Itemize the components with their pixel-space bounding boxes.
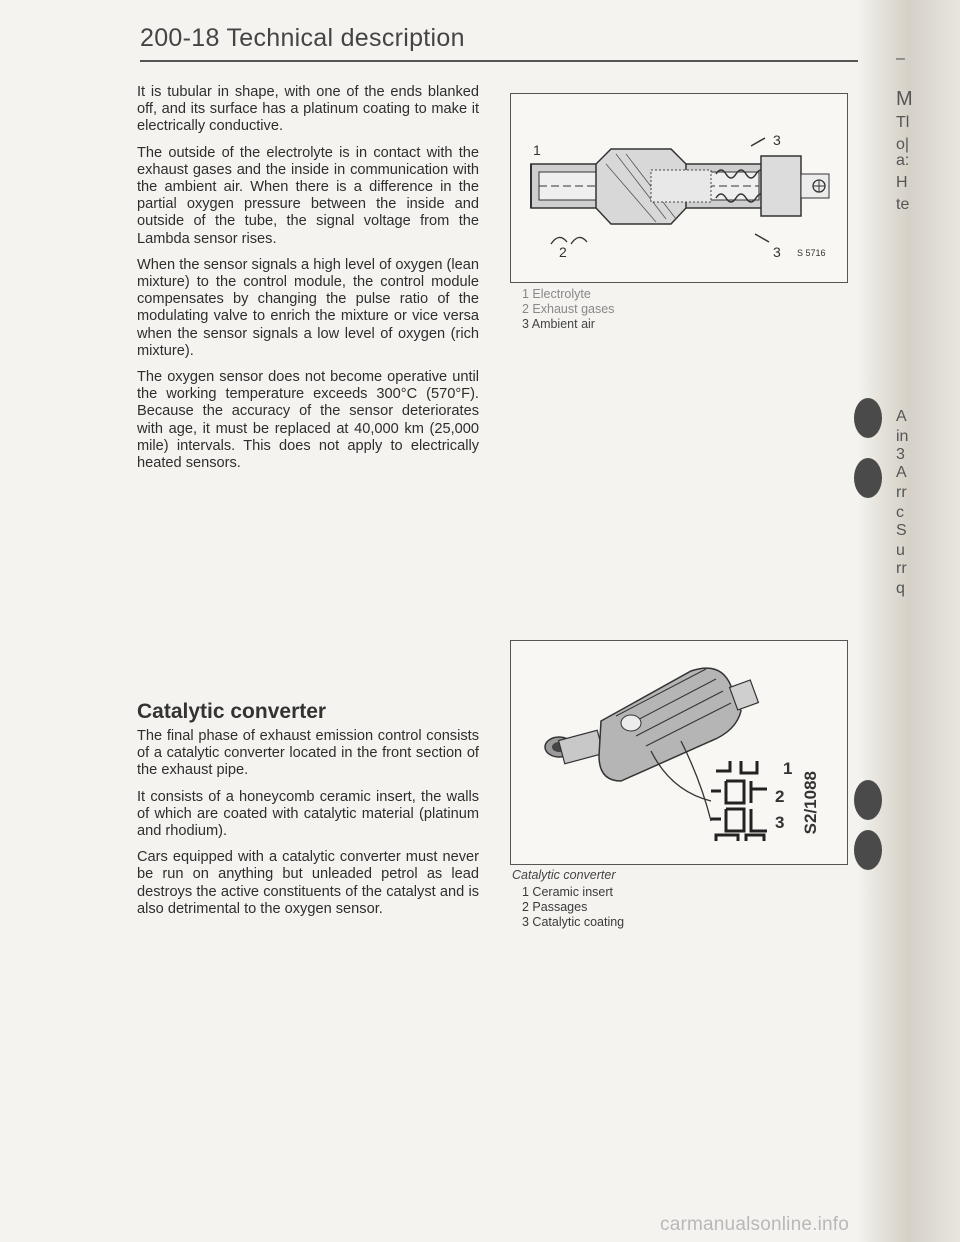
binding-hole-mark bbox=[854, 780, 882, 820]
page-header bbox=[140, 18, 860, 62]
figure-label: 3 bbox=[773, 244, 781, 260]
oxygen-sensor-caption bbox=[522, 287, 722, 332]
paragraph: When the sensor signals a high level of oxygen (lean mixture) to the control module, the control module compensates by changing the pulse ratio of the modulating valve to enrich the mixture or vice versa when the sensor signals a low level of oxygen (rich mixture). bbox=[137, 256, 479, 359]
page-title: 200-18 Technical description bbox=[140, 24, 465, 52]
margin-fragment: A bbox=[896, 408, 907, 425]
caption-line: 3 Ambient air bbox=[522, 317, 595, 331]
margin-fragment: u bbox=[896, 542, 905, 559]
adjacent-page-strip bbox=[858, 0, 960, 1242]
margin-fragment: c bbox=[896, 504, 904, 521]
catalytic-section bbox=[137, 700, 479, 927]
margin-fragment: Tl bbox=[896, 114, 910, 131]
figure-code: S 5716 bbox=[797, 248, 826, 258]
oxygen-sensor-figure bbox=[510, 93, 848, 283]
figure-label: 2 bbox=[559, 244, 567, 260]
caption-line: 3 Catalytic coating bbox=[522, 915, 625, 929]
paragraph: The oxygen sensor does not become operative until the working temperature exceeds 300°C (570°F). Because the accuracy of the sensor deteriorates with age, it must be replaced at 40,000 km (25,000 mile) intervals. This does not apply to electrically heated sensors. bbox=[137, 369, 479, 472]
section-heading: Catalytic converter bbox=[137, 700, 327, 723]
binding-hole-mark bbox=[854, 830, 882, 870]
figure-label: 1 bbox=[783, 759, 793, 778]
margin-fragment: rr bbox=[896, 484, 907, 501]
figure-code: S2/1088 bbox=[801, 771, 820, 835]
caption-line: 1 Electrolyte bbox=[522, 287, 591, 301]
figure-label: 3 bbox=[775, 813, 785, 832]
figure-label: 2 bbox=[775, 787, 785, 806]
margin-fragment: rr bbox=[896, 560, 907, 577]
paragraph: It consists of a honeycomb ceramic insert, the walls of which are coated with catalytic material (platinum and rhodium). bbox=[137, 788, 479, 840]
figure-label: 3 bbox=[773, 132, 781, 148]
margin-fragment: te bbox=[896, 196, 910, 213]
margin-fragment: in bbox=[896, 428, 909, 445]
margin-fragment: q bbox=[896, 580, 905, 597]
margin-fragment: a: bbox=[896, 152, 910, 169]
caption-title: Catalytic converter bbox=[512, 868, 616, 882]
catalytic-converter-caption bbox=[512, 868, 732, 930]
margin-fragment: M bbox=[896, 88, 913, 110]
left-column bbox=[137, 84, 479, 481]
caption-line: 2 Exhaust gases bbox=[522, 302, 615, 316]
catalytic-converter-illustration bbox=[511, 641, 846, 863]
margin-fragment: A bbox=[896, 464, 907, 481]
margin-fragment: S bbox=[896, 522, 907, 539]
paragraph: Cars equipped with a catalytic converter must never be run on anything but unleaded petrol as lead destroys the active constituents of the catalyst and is also detrimental to the oxygen sensor. bbox=[137, 849, 479, 917]
caption-line: 2 Passages bbox=[522, 900, 588, 914]
paragraph: It is tubular in shape, with one of the ends blanked off, and its surface has a platinum coating to make it electrically conductive. bbox=[137, 84, 479, 135]
binding-hole-mark bbox=[854, 398, 882, 438]
binding-hole-mark bbox=[854, 458, 882, 498]
figure-label: 1 bbox=[533, 142, 541, 158]
catalytic-converter-figure bbox=[510, 640, 848, 865]
margin-fragment: H bbox=[896, 174, 908, 191]
watermark-text: carmanualsonline.info bbox=[660, 1214, 850, 1235]
margin-fragment: o| bbox=[896, 136, 910, 153]
paragraph: The outside of the electrolyte is in contact with the exhaust gases and the inside in communication with the ambient air. When there is a difference in the partial oxygen pressure between the inside and outside of the tube, the signal voltage from the Lambda sensor rises. bbox=[137, 144, 479, 247]
margin-fragment: – bbox=[896, 50, 905, 67]
margin-fragment: 3 bbox=[896, 446, 905, 463]
paragraph: The final phase of exhaust emission control consists of a catalytic converter located in the front section of the exhaust pipe. bbox=[137, 728, 479, 779]
caption-line: 1 Ceramic insert bbox=[522, 885, 613, 899]
